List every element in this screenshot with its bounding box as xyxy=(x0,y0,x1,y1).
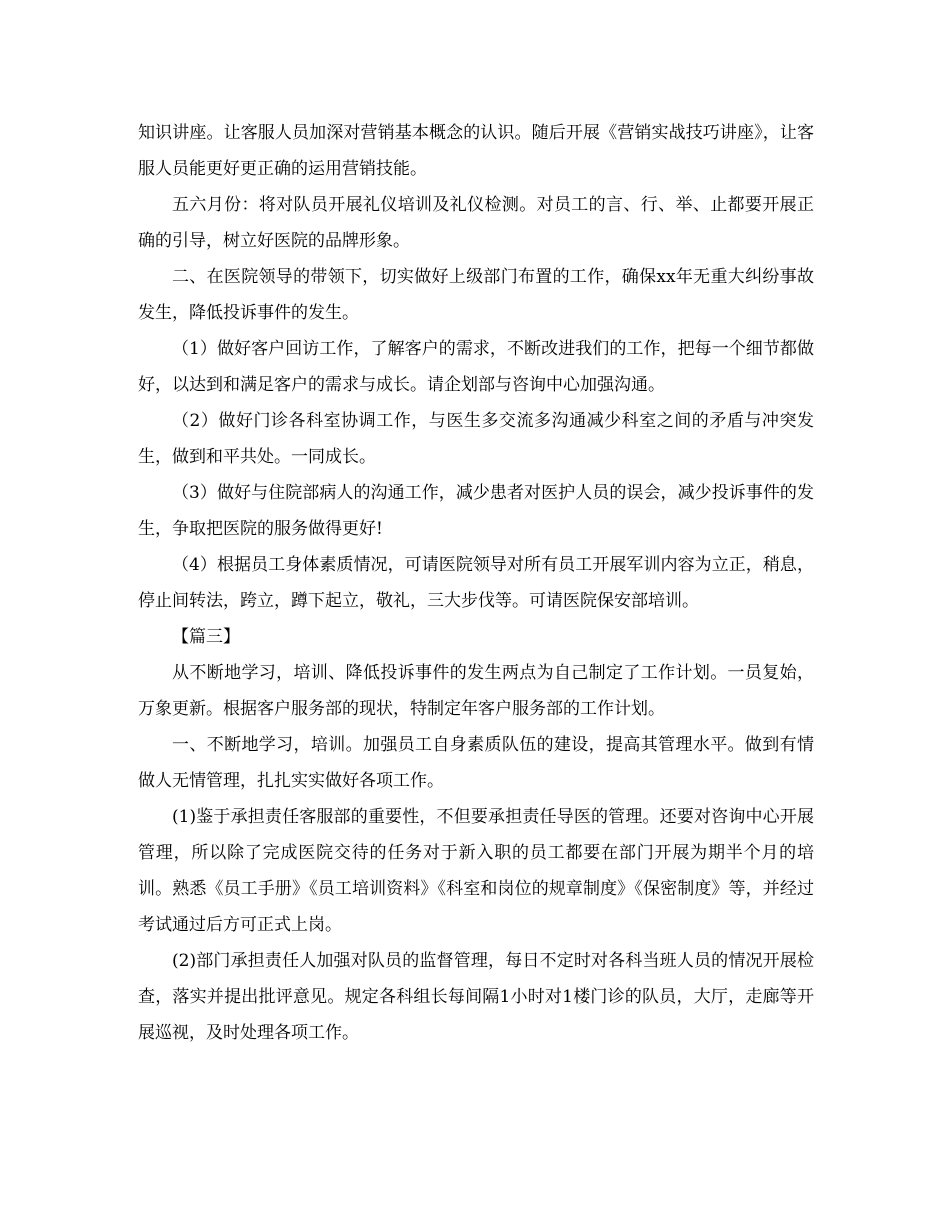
paragraph-section-one: 一、不断地学习，培训。加强员工自身素质队伍的建设，提高其管理水平。做到有情做人无情管理，扎扎实实做好各项工作。 xyxy=(138,735,814,791)
paragraph-may-june-plan: 五六月份：将对队员开展礼仪培训及礼仪检测。对员工的言、行、举、止都要开展正确的引导，树立好医院的品牌形象。 xyxy=(138,195,814,251)
section-heading: 【篇三】 xyxy=(172,627,240,647)
document-body xyxy=(138,115,814,1051)
paragraph-subitem-2: (2)部门承担责任人加强对队员的监督管理，每日不定时对各科当班人员的情况开展检查，落实并提出批评意见。规定各科组长每间隔1小时对1楼门诊的队员，大厅，走廊等开展巡视，及时处理各项工作。 xyxy=(138,951,814,1043)
paragraph-item-2: （2）做好门诊各科室协调工作，与医生多交流多沟通减少科室之间的矛盾与冲突发生，做到和平共处。一同成长。 xyxy=(138,411,814,467)
paragraph-continuation: 知识讲座。让客服人员加深对营销基本概念的认识。随后开展《营销实战技巧讲座》，让客服人员能更好更正确的运用营销技能。 xyxy=(138,123,814,179)
paragraph-item-3: （3）做好与住院部病人的沟通工作，减少患者对医护人员的误会，减少投诉事件的发生，争取把医院的服务做得更好! xyxy=(138,483,814,539)
paragraph-intro: 从不断地学习，培训、降低投诉事件的发生两点为自己制定了工作计划。一员复始，万象更新。根据客户服务部的现状，特制定年客户服务部的工作计划。 xyxy=(138,663,814,719)
paragraph-item-1: （1）做好客户回访工作，了解客户的需求，不断改进我们的工作，把每一个细节都做好，以达到和满足客户的需求与成长。请企划部与咨询中心加强沟通。 xyxy=(138,339,814,395)
paragraph-item-4: （4）根据员工身体素质情况，可请医院领导对所有员工开展军训内容为立正，稍息，停止间转法，跨立，蹲下起立，敬礼，三大步伐等。可请医院保安部培训。 xyxy=(138,555,814,611)
paragraph-section-two: 二、在医院领导的带领下，切实做好上级部门布置的工作，确保xx年无重大纠纷事故发生，降低投诉事件的发生。 xyxy=(138,267,814,323)
paragraph-subitem-1: (1)鉴于承担责任客服部的重要性，不但要承担责任导医的管理。还要对咨询中心开展管理，所以除了完成医院交待的任务对于新入职的员工都要在部门开展为期半个月的培训。熟悉《员工手册》《员工培训资料》《科室和岗位的规章制度》《保密制度》等，并经过考试通过后方可正式上岗。 xyxy=(138,807,814,935)
